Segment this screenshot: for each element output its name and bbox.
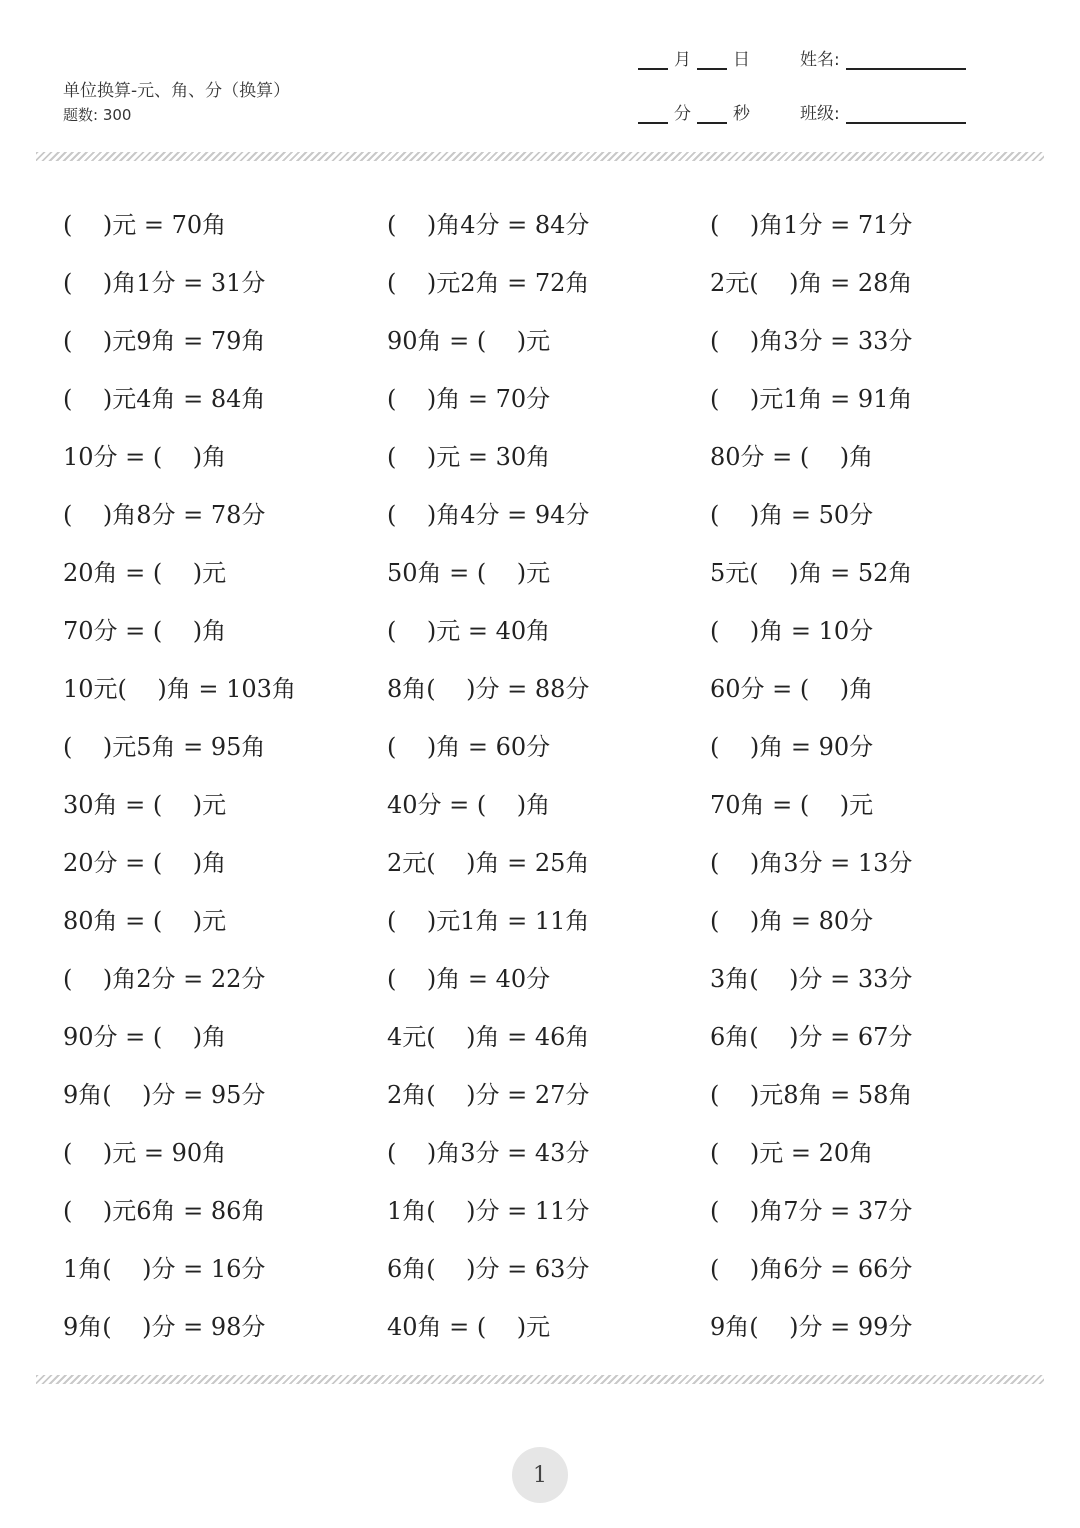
problem-item: 1角( )分 = 11分 [387, 1197, 590, 1225]
top-divider [36, 152, 1044, 161]
problem-item: 6角( )分 = 63分 [387, 1255, 590, 1283]
problem-item: 60分 = ( )角 [710, 675, 874, 703]
problem-item: 3角( )分 = 33分 [710, 965, 913, 993]
problem-item: ( )角7分 = 37分 [710, 1197, 913, 1225]
problem-item: ( )角 = 10分 [710, 617, 874, 645]
problem-item: ( )角1分 = 31分 [63, 269, 266, 297]
class-blank[interactable] [846, 108, 966, 124]
problem-item: 8角( )分 = 88分 [387, 675, 590, 703]
problem-item: 90角 = ( )元 [387, 327, 551, 355]
problem-item: 1角( )分 = 16分 [63, 1255, 266, 1283]
name-label: 姓名: [800, 50, 840, 70]
name-blank[interactable] [846, 54, 966, 70]
day-label: 日 [733, 50, 750, 70]
problem-item: 30角 = ( )元 [63, 791, 227, 819]
problem-item: 50角 = ( )元 [387, 559, 551, 587]
problem-item: 9角( )分 = 95分 [63, 1081, 266, 1109]
problem-item: 2元( )角 = 28角 [710, 269, 913, 297]
problem-item: 40角 = ( )元 [387, 1313, 551, 1341]
problem-item: ( )角4分 = 84分 [387, 211, 590, 239]
problem-item: ( )角6分 = 66分 [710, 1255, 913, 1283]
problem-item: ( )角 = 70分 [387, 385, 551, 413]
problem-item: ( )角 = 90分 [710, 733, 874, 761]
problem-item: ( )元 = 30角 [387, 443, 551, 471]
problem-item: ( )元 = 40角 [387, 617, 551, 645]
problem-item: 10分 = ( )角 [63, 443, 227, 471]
problem-item: 80角 = ( )元 [63, 907, 227, 935]
date-name-row [632, 45, 972, 70]
problem-item: ( )角1分 = 71分 [710, 211, 913, 239]
problem-item: ( )元9角 = 79角 [63, 327, 266, 355]
problem-item: ( )角4分 = 94分 [387, 501, 590, 529]
problem-item: ( )元 = 90角 [63, 1139, 227, 1167]
problem-item: ( )元5角 = 95角 [63, 733, 266, 761]
problem-item: ( )角 = 80分 [710, 907, 874, 935]
problem-item: 70角 = ( )元 [710, 791, 874, 819]
problem-item: ( )元6角 = 86角 [63, 1197, 266, 1225]
problem-item: 9角( )分 = 98分 [63, 1313, 266, 1341]
problem-item: 4元( )角 = 46角 [387, 1023, 590, 1051]
problem-item: 10元( )角 = 103角 [63, 675, 296, 703]
problem-count: 题数: 300 [63, 106, 132, 124]
problem-item: ( )元1角 = 11角 [387, 907, 590, 935]
second-label: 秒 [733, 104, 750, 124]
problem-item: ( )角2分 = 22分 [63, 965, 266, 993]
problem-item: ( )元 = 70角 [63, 211, 227, 239]
problem-item: 90分 = ( )角 [63, 1023, 227, 1051]
class-label: 班级: [800, 104, 840, 124]
problem-item: 20角 = ( )元 [63, 559, 227, 587]
problem-item: ( )元 = 20角 [710, 1139, 874, 1167]
minute-label: 分 [674, 104, 691, 124]
problem-item: 40分 = ( )角 [387, 791, 551, 819]
minute-blank[interactable] [638, 108, 668, 124]
page-number: 1 [512, 1447, 568, 1503]
problem-item: 2角( )分 = 27分 [387, 1081, 590, 1109]
problem-item: 20分 = ( )角 [63, 849, 227, 877]
problem-item: ( )角 = 40分 [387, 965, 551, 993]
problem-item: ( )元2角 = 72角 [387, 269, 590, 297]
worksheet-title: 单位换算-元、角、分（换算） [63, 81, 291, 101]
problem-item: ( )角3分 = 13分 [710, 849, 913, 877]
problem-item: ( )角3分 = 33分 [710, 327, 913, 355]
month-blank[interactable] [638, 54, 668, 70]
problem-item: ( )角 = 50分 [710, 501, 874, 529]
problem-item: ( )角3分 = 43分 [387, 1139, 590, 1167]
problem-item: ( )角 = 60分 [387, 733, 551, 761]
time-class-row [632, 99, 972, 124]
problem-item: ( )元8角 = 58角 [710, 1081, 913, 1109]
month-label: 月 [674, 50, 691, 70]
problem-item: 2元( )角 = 25角 [387, 849, 590, 877]
problem-item: 9角( )分 = 99分 [710, 1313, 913, 1341]
problem-item: ( )元4角 = 84角 [63, 385, 266, 413]
second-blank[interactable] [697, 108, 727, 124]
problem-item: 6角( )分 = 67分 [710, 1023, 913, 1051]
problem-item: 5元( )角 = 52角 [710, 559, 913, 587]
bottom-divider [36, 1375, 1044, 1384]
day-blank[interactable] [697, 54, 727, 70]
problem-item: 70分 = ( )角 [63, 617, 227, 645]
problem-item: ( )元1角 = 91角 [710, 385, 913, 413]
problem-grid [63, 196, 1063, 1356]
problem-item: ( )角8分 = 78分 [63, 501, 266, 529]
problem-item: 80分 = ( )角 [710, 443, 874, 471]
